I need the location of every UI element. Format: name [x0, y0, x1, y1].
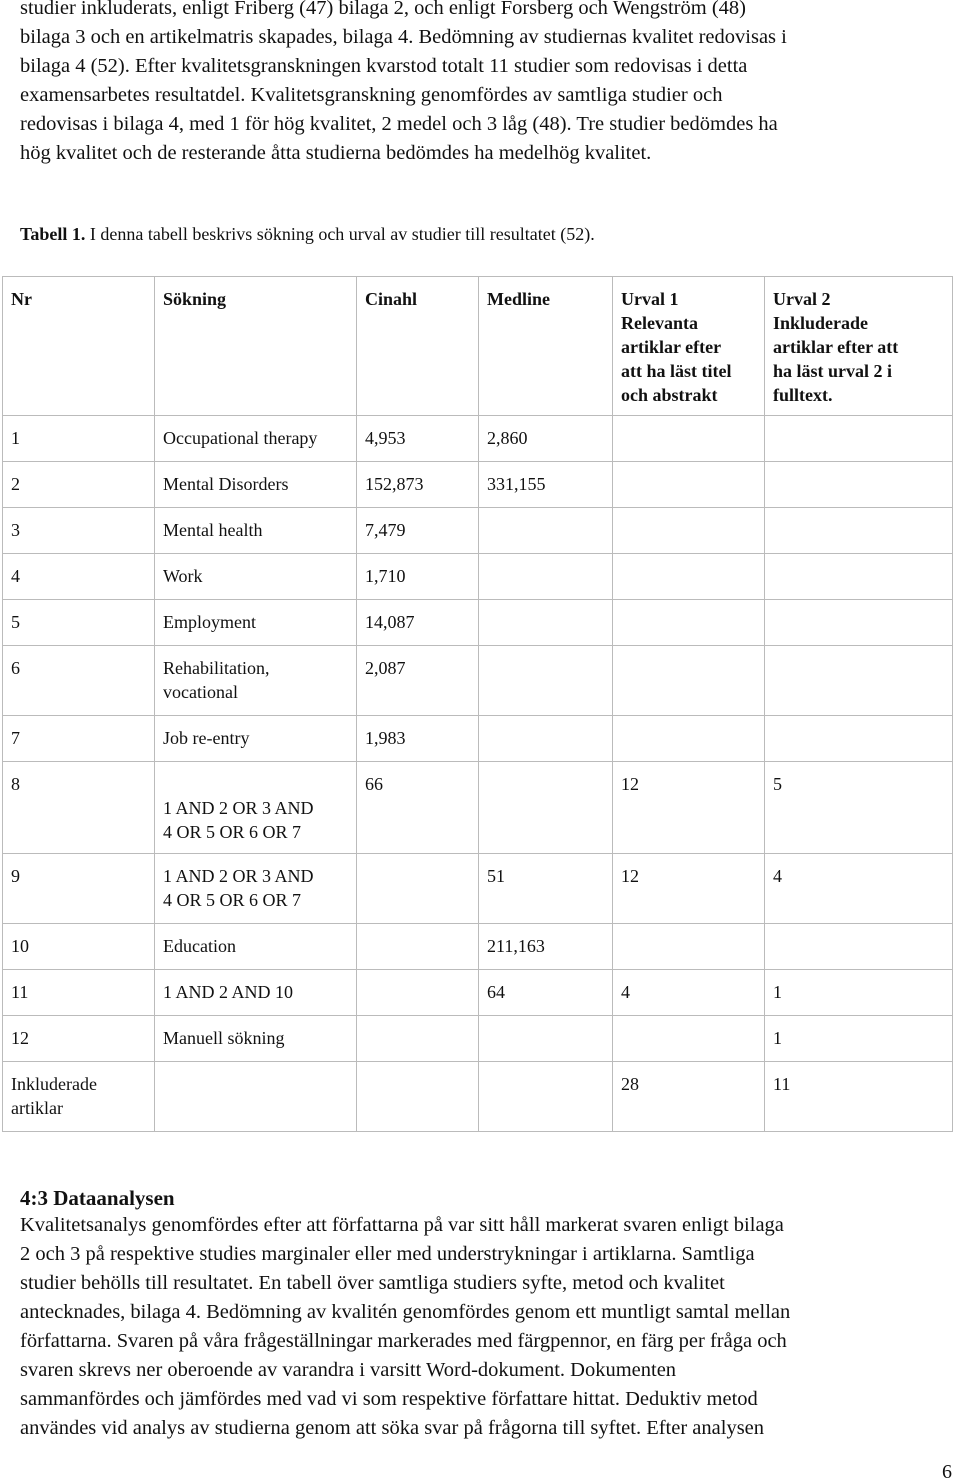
cell-cinahl: 66 — [357, 762, 479, 854]
header-nr-line: Nr — [11, 289, 32, 309]
cell-urval2 — [765, 646, 953, 716]
cell-urval1: 28 — [613, 1062, 765, 1132]
intro-line: redovisas i bilaga 4, med 1 för hög kvalitet, 2 medel och 3 låg (48). Tre studier bedömdes ha — [20, 113, 778, 135]
analysis-line: sammanfördes och jämfördes med vad vi som respektive författare hittat. Deduktiv metod — [20, 1388, 758, 1410]
header-urval-2-line: Inkluderade — [773, 313, 869, 333]
cell-nr: Inkluderade artiklar — [3, 1062, 155, 1132]
cell-sokning-line: Education — [163, 936, 236, 956]
cell-urval2: 11 — [765, 1062, 953, 1132]
cell-nr: 7 — [3, 716, 155, 762]
cell-urval1 — [613, 716, 765, 762]
intro-line: examensarbetes resultatdel. Kvalitetsgranskning genomfördes av samtliga studier och — [20, 84, 723, 106]
cell-sokning-line: 1 AND 2 OR 3 AND — [163, 866, 314, 886]
cell-sokning-line: 4 OR 5 OR 6 OR 7 — [163, 822, 302, 842]
cell-nr: 3 — [3, 508, 155, 554]
table-caption-text: I denna tabell beskrivs sökning och urval av studier till resultatet (52). — [85, 224, 595, 244]
cell-urval2: 1 — [765, 970, 953, 1016]
intro-line: hög kvalitet och de resterande åtta studierna bedömdes ha medelhög kvalitet. — [20, 142, 652, 164]
cell-nr: 2 — [3, 462, 155, 508]
analysis-line: svaren skrevs ner oberoende av varandra i varsitt Word-dokument. Dokumenten — [20, 1359, 677, 1381]
cell-medline: 331,155 — [479, 462, 613, 508]
cell-nr: 5 — [3, 600, 155, 646]
cell-cinahl: 2,087 — [357, 646, 479, 716]
cell-urval2: 5 — [765, 762, 953, 854]
intro-paragraph — [20, 0, 948, 168]
cell-nr: 10 — [3, 924, 155, 970]
cell-nr: 6 — [3, 646, 155, 716]
table-row — [3, 508, 953, 554]
table-caption-label: Tabell 1. — [20, 224, 86, 244]
table-row — [3, 1016, 953, 1062]
cell-urval2 — [765, 508, 953, 554]
header-urval-2-line: fulltext. — [773, 385, 833, 405]
cell-sokning — [155, 462, 357, 508]
cell-sokning — [155, 924, 357, 970]
cell-urval2 — [765, 716, 953, 762]
header-sokning-line: Sökning — [163, 289, 227, 309]
cell-sokning — [155, 646, 357, 716]
header-nr — [3, 277, 155, 416]
cell-medline — [479, 762, 613, 854]
header-urval-2-line: Urval 2 — [773, 289, 831, 309]
table-row — [3, 716, 953, 762]
cell-sokning-line — [163, 772, 348, 796]
cell-sokning-line: 1 AND 2 OR 3 AND — [163, 798, 314, 818]
header-cinahl — [357, 277, 479, 416]
cell-medline — [479, 554, 613, 600]
table-row — [3, 646, 953, 716]
header-cinahl-line: Cinahl — [365, 289, 418, 309]
cell-cinahl: 7,479 — [357, 508, 479, 554]
cell-sokning-line: Rehabilitation, — [163, 658, 270, 678]
cell-sokning-line: Job re-entry — [163, 728, 250, 748]
analysis-line: 2 och 3 på respektive studies marginaler eller med understrykningar i artiklarna. Samtliga — [20, 1243, 755, 1265]
header-urval-1-line: att ha läst titel — [621, 361, 732, 381]
cell-cinahl — [357, 924, 479, 970]
cell-medline: 2,860 — [479, 416, 613, 462]
cell-sokning-line: Occupational therapy — [163, 428, 318, 448]
cell-sokning-line: 4 OR 5 OR 6 OR 7 — [163, 890, 302, 910]
cell-medline: 64 — [479, 970, 613, 1016]
cell-cinahl: 1,710 — [357, 554, 479, 600]
header-urval-1-line: artiklar efter — [621, 337, 722, 357]
table-row — [3, 970, 953, 1016]
cell-urval2 — [765, 924, 953, 970]
cell-sokning — [155, 554, 357, 600]
cell-sokning — [155, 854, 357, 924]
cell-urval2 — [765, 462, 953, 508]
table-caption — [20, 221, 595, 247]
cell-urval2 — [765, 416, 953, 462]
cell-sokning — [155, 762, 357, 854]
search-table — [2, 276, 953, 1132]
cell-cinahl: 4,953 — [357, 416, 479, 462]
cell-medline — [479, 1062, 613, 1132]
table-row — [3, 416, 953, 462]
cell-urval2 — [765, 554, 953, 600]
intro-line: studier inkluderats, enligt Friberg (47) bilaga 2, och enligt Forsberg och Wengström (48) — [20, 0, 746, 19]
header-urval-2 — [765, 277, 953, 416]
cell-urval1: 12 — [613, 854, 765, 924]
table-row — [3, 924, 953, 970]
table-row — [3, 762, 953, 854]
table-header-row — [3, 277, 953, 416]
cell-cinahl — [357, 1016, 479, 1062]
cell-sokning-line: Work — [163, 566, 203, 586]
cell-cinahl: 152,873 — [357, 462, 479, 508]
header-urval-1 — [613, 277, 765, 416]
analysis-line: studier behölls till resultatet. En tabell över samtliga studiers syfte, metod och kvalitet — [20, 1272, 725, 1294]
cell-urval1 — [613, 416, 765, 462]
header-sokning — [155, 277, 357, 416]
analysis-line: författarna. Svaren på våra frågeställningar markerades med färgpennor, en färg per fråga och — [20, 1330, 787, 1352]
analysis-paragraph — [20, 1211, 948, 1443]
cell-cinahl — [357, 1062, 479, 1132]
header-urval-2-line: ha läst urval 2 i — [773, 361, 893, 381]
intro-line: bilaga 4 (52). Efter kvalitetsgranskningen kvarstod totalt 11 studier som redovisas i detta — [20, 55, 748, 77]
cell-cinahl: 1,983 — [357, 716, 479, 762]
cell-cinahl — [357, 854, 479, 924]
cell-nr: 12 — [3, 1016, 155, 1062]
analysis-line: antecknades, bilaga 4. Bedömning av kvalitén genomfördes genom ett muntligt samtal mellan — [20, 1301, 791, 1323]
cell-cinahl — [357, 970, 479, 1016]
cell-medline: 211,163 — [479, 924, 613, 970]
header-urval-1-line: Urval 1 — [621, 289, 679, 309]
cell-sokning-line: Mental Disorders — [163, 474, 289, 494]
section-heading: 4:3 Dataanalysen — [20, 1186, 175, 1210]
header-urval-2-line: artiklar efter att — [773, 337, 899, 357]
cell-sokning-line: Mental health — [163, 520, 263, 540]
cell-medline: 51 — [479, 854, 613, 924]
cell-sokning — [155, 600, 357, 646]
cell-sokning — [155, 1016, 357, 1062]
cell-urval1 — [613, 600, 765, 646]
intro-line: bilaga 3 och en artikelmatris skapades, bilaga 4. Bedömning av studiernas kvalitet redovisas i — [20, 26, 787, 48]
cell-sokning — [155, 716, 357, 762]
cell-urval2 — [765, 600, 953, 646]
cell-nr: 9 — [3, 854, 155, 924]
cell-sokning-line — [163, 1072, 348, 1096]
cell-urval1 — [613, 646, 765, 716]
cell-urval1 — [613, 924, 765, 970]
cell-urval1: 12 — [613, 762, 765, 854]
cell-urval2: 4 — [765, 854, 953, 924]
cell-cinahl: 14,087 — [357, 600, 479, 646]
page-number: 6 — [942, 1461, 952, 1483]
cell-nr: 1 — [3, 416, 155, 462]
cell-urval1 — [613, 462, 765, 508]
cell-nr: 11 — [3, 970, 155, 1016]
analysis-line: Kvalitetsanalys genomfördes efter att författarna på var sitt håll markerat svaren enligt bilaga — [20, 1214, 784, 1236]
header-urval-1-line: och abstrakt — [621, 385, 718, 405]
cell-sokning-line: Employment — [163, 612, 256, 632]
cell-sokning-line: vocational — [163, 682, 238, 702]
table-row — [3, 854, 953, 924]
cell-sokning-line: Manuell sökning — [163, 1028, 285, 1048]
cell-sokning — [155, 970, 357, 1016]
cell-urval1: 4 — [613, 970, 765, 1016]
cell-urval1 — [613, 508, 765, 554]
header-urval-1-line: Relevanta — [621, 313, 698, 333]
analysis-line: användes vid analys av studierna genom att söka svar på frågorna till syftet. Efter analysen — [20, 1417, 765, 1439]
header-medline — [479, 277, 613, 416]
table-row — [3, 600, 953, 646]
cell-urval1 — [613, 1016, 765, 1062]
cell-sokning — [155, 416, 357, 462]
cell-medline — [479, 646, 613, 716]
table-body — [3, 416, 953, 1132]
cell-nr: 8 — [3, 762, 155, 854]
cell-medline — [479, 716, 613, 762]
header-medline-line: Medline — [487, 289, 550, 309]
cell-nr: 4 — [3, 554, 155, 600]
cell-sokning — [155, 1062, 357, 1132]
cell-medline — [479, 1016, 613, 1062]
cell-medline — [479, 600, 613, 646]
cell-medline — [479, 508, 613, 554]
cell-urval2: 1 — [765, 1016, 953, 1062]
table-row — [3, 1062, 953, 1132]
table-row — [3, 554, 953, 600]
cell-sokning-line: 1 AND 2 AND 10 — [163, 982, 294, 1002]
table-row — [3, 462, 953, 508]
cell-sokning — [155, 508, 357, 554]
cell-urval1 — [613, 554, 765, 600]
